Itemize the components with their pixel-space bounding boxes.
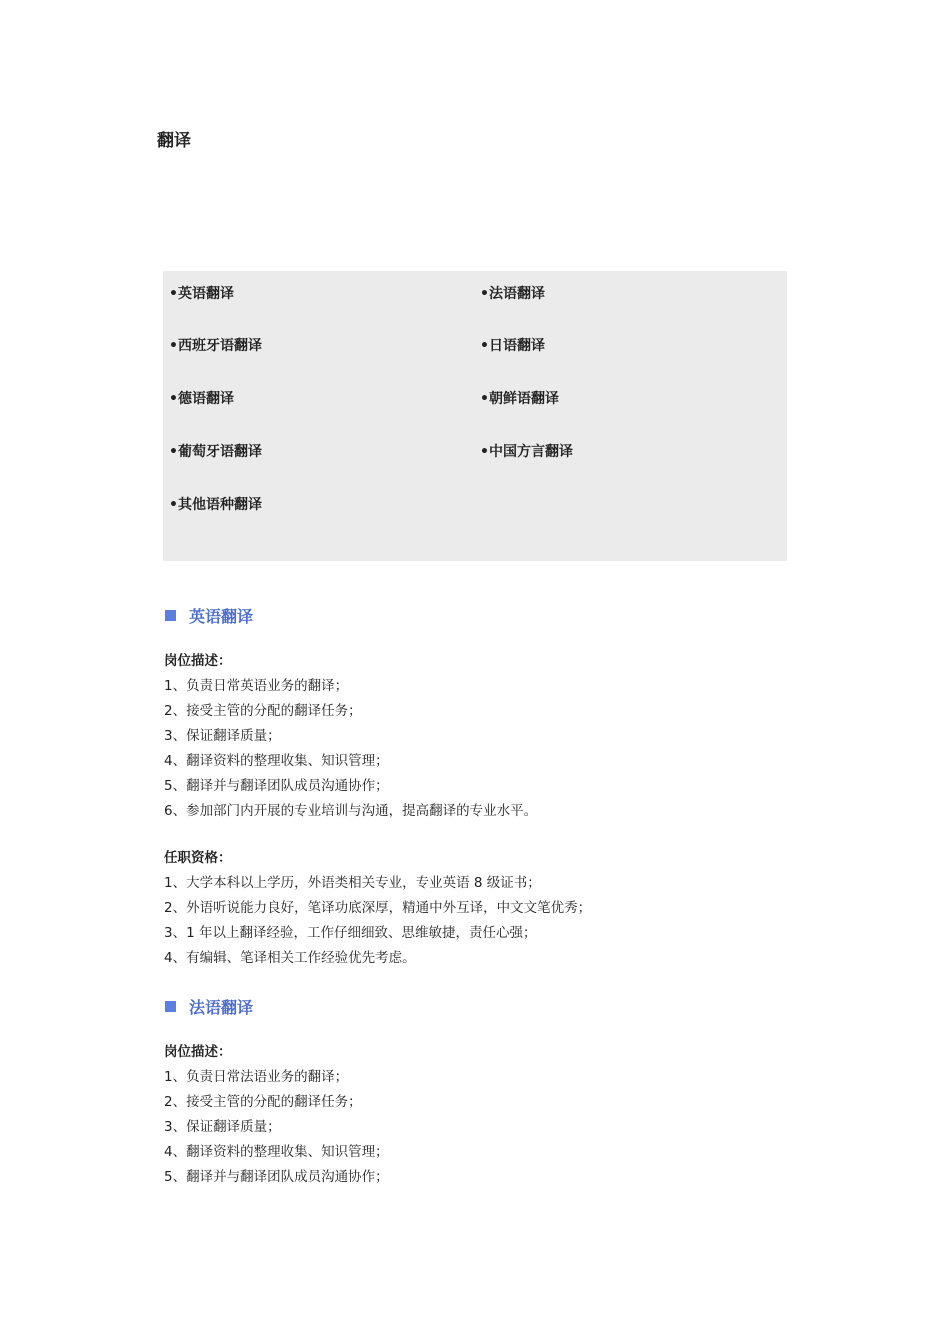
french-duties <box>164 1040 389 1190</box>
duty-item: 2、接受主管的分配的翻译任务； <box>164 703 362 719</box>
duty-item: 5、翻译并与翻译团队成员沟通协作； <box>164 1169 389 1185</box>
duty-item: 1、负责日常法语业务的翻译； <box>164 1069 349 1085</box>
duty-item: 4、翻译资料的整理收集、知识管理； <box>164 753 389 769</box>
section-heading-text: 法语翻译 <box>189 998 254 1017</box>
english-duties <box>164 649 537 824</box>
language-nav-panel <box>163 271 787 561</box>
square-bullet-icon <box>165 1001 176 1012</box>
nav-link-chinese-dialects[interactable]: •中国方言翻译 <box>480 444 573 460</box>
nav-link-german[interactable]: •德语翻译 <box>169 391 234 407</box>
nav-link-japanese[interactable]: •日语翻译 <box>480 338 545 354</box>
english-requirements <box>164 846 591 971</box>
nav-link-korean[interactable]: •朝鲜语翻译 <box>480 391 559 407</box>
nav-link-spanish[interactable]: •西班牙语翻译 <box>169 338 262 354</box>
section-heading-english <box>165 604 253 627</box>
duties-label: 岗位描述： <box>164 653 232 669</box>
requirement-item: 1、大学本科以上学历，外语类相关专业，专业英语 8 级证书； <box>164 875 541 891</box>
section-heading-text: 英语翻译 <box>189 607 254 626</box>
nav-link-french[interactable]: •法语翻译 <box>480 286 545 302</box>
duty-item: 3、保证翻译质量； <box>164 1119 281 1135</box>
requirement-item: 2、外语听说能力良好，笔译功底深厚，精通中外互译，中文文笔优秀； <box>164 900 592 916</box>
duty-item: 1、负责日常英语业务的翻译； <box>164 678 349 694</box>
duties-label: 岗位描述： <box>164 1044 232 1060</box>
page-title: 翻译 <box>157 131 191 151</box>
nav-link-portuguese[interactable]: •葡萄牙语翻译 <box>169 444 262 460</box>
requirement-item: 3、1 年以上翻译经验，工作仔细细致、思维敏捷，责任心强； <box>164 925 537 941</box>
requirements-label: 任职资格： <box>164 850 232 866</box>
section-heading-french <box>165 995 253 1018</box>
duty-item: 4、翻译资料的整理收集、知识管理； <box>164 1144 389 1160</box>
square-bullet-icon <box>165 610 176 621</box>
nav-link-english[interactable]: •英语翻译 <box>169 286 234 302</box>
duty-item: 2、接受主管的分配的翻译任务； <box>164 1094 362 1110</box>
duty-item: 3、保证翻译质量； <box>164 728 281 744</box>
requirement-item: 4、有编辑、笔译相关工作经验优先考虑。 <box>164 950 416 966</box>
duty-item: 6、参加部门内开展的专业培训与沟通，提高翻译的专业水平。 <box>164 803 538 819</box>
duty-item: 5、翻译并与翻译团队成员沟通协作； <box>164 778 389 794</box>
nav-link-other-languages[interactable]: •其他语种翻译 <box>169 497 262 513</box>
